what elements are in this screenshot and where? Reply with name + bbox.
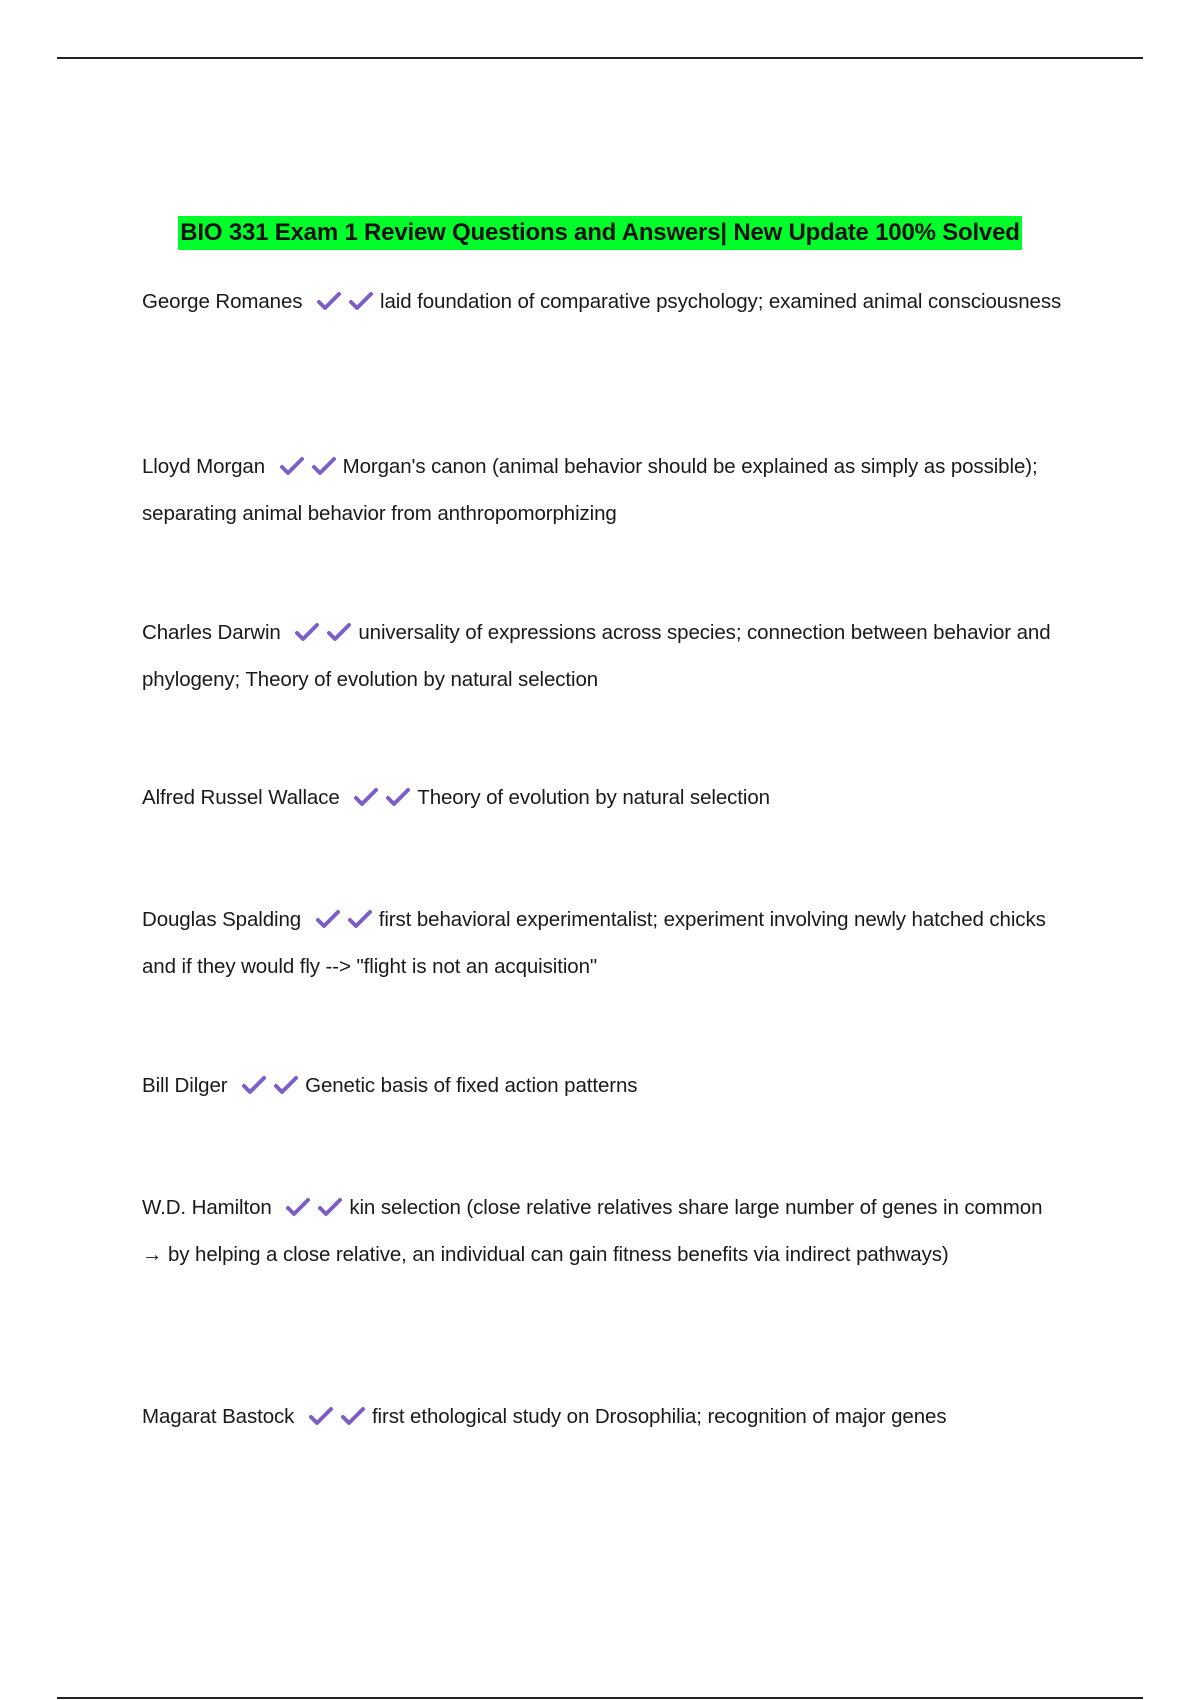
qa-term: Lloyd Morgan: [142, 455, 266, 478]
qa-definition: universality of expressions across species; connection between behavior and phylogeny; Theory of evolution by natural selection: [142, 621, 1051, 691]
qa-definition: first behavioral experimentalist; experiment involving newly hatched chicks and if they would fly --> "flight is not an acquisition": [142, 908, 1046, 978]
qa-item: [142, 611, 1062, 702]
answer-checks: [315, 901, 373, 945]
check-icon: [285, 1197, 311, 1217]
qa-definition: laid foundation of comparative psychology; examined animal consciousness: [380, 290, 1062, 313]
check-icon: [279, 456, 305, 476]
qa-definition: Theory of evolution by natural selection: [417, 786, 770, 809]
check-icon: [353, 787, 379, 807]
qa-term: Alfred Russel Wallace: [142, 786, 340, 809]
check-icon: [273, 1075, 299, 1095]
qa-item: [142, 445, 1062, 536]
answer-checks: [353, 779, 411, 823]
document-title: BIO 331 Exam 1 Review Questions and Answers| New Update 100% Solved: [178, 216, 1021, 250]
qa-definition: kin selection (close relative relatives share large number of genes in common → by helping a close relative, an individual can gain fitness benefits via indirect pathways): [142, 1196, 1043, 1266]
top-rule: [57, 57, 1143, 59]
answer-checks: [308, 1398, 366, 1442]
check-icon: [241, 1075, 267, 1095]
check-icon: [308, 1406, 334, 1426]
qa-term: Magarat Bastock: [142, 1405, 295, 1428]
check-icon: [340, 1406, 366, 1426]
bottom-rule: [57, 1697, 1143, 1699]
check-icon: [326, 622, 352, 642]
check-icon: [348, 291, 374, 311]
qa-item: [142, 280, 1062, 327]
qa-item: [142, 1064, 1062, 1111]
qa-term: Douglas Spalding: [142, 908, 302, 931]
answer-checks: [241, 1067, 299, 1111]
check-icon: [385, 787, 411, 807]
qa-item: [142, 898, 1062, 989]
answer-checks: [294, 614, 352, 658]
title-container: [0, 216, 1200, 250]
answer-checks: [285, 1189, 343, 1233]
check-icon: [294, 622, 320, 642]
qa-term: W.D. Hamilton: [142, 1196, 272, 1219]
qa-item: [142, 776, 1062, 823]
check-icon: [315, 909, 341, 929]
check-icon: [311, 456, 337, 476]
qa-item: [142, 1395, 1062, 1442]
qa-item: [142, 1186, 1062, 1277]
check-icon: [347, 909, 373, 929]
qa-definition: first ethological study on Drosophilia; recognition of major genes: [371, 1405, 947, 1428]
check-icon: [317, 1197, 343, 1217]
qa-term: George Romanes: [142, 290, 303, 313]
check-icon: [316, 291, 342, 311]
qa-definition: Genetic basis of fixed action patterns: [305, 1074, 638, 1097]
answer-checks: [316, 283, 374, 327]
qa-term: Bill Dilger: [142, 1074, 228, 1097]
qa-definition: Morgan's canon (animal behavior should be explained as simply as possible); separating animal behavior from anthropomorphizing: [142, 455, 1038, 525]
answer-checks: [279, 448, 337, 492]
qa-term: Charles Darwin: [142, 621, 281, 644]
